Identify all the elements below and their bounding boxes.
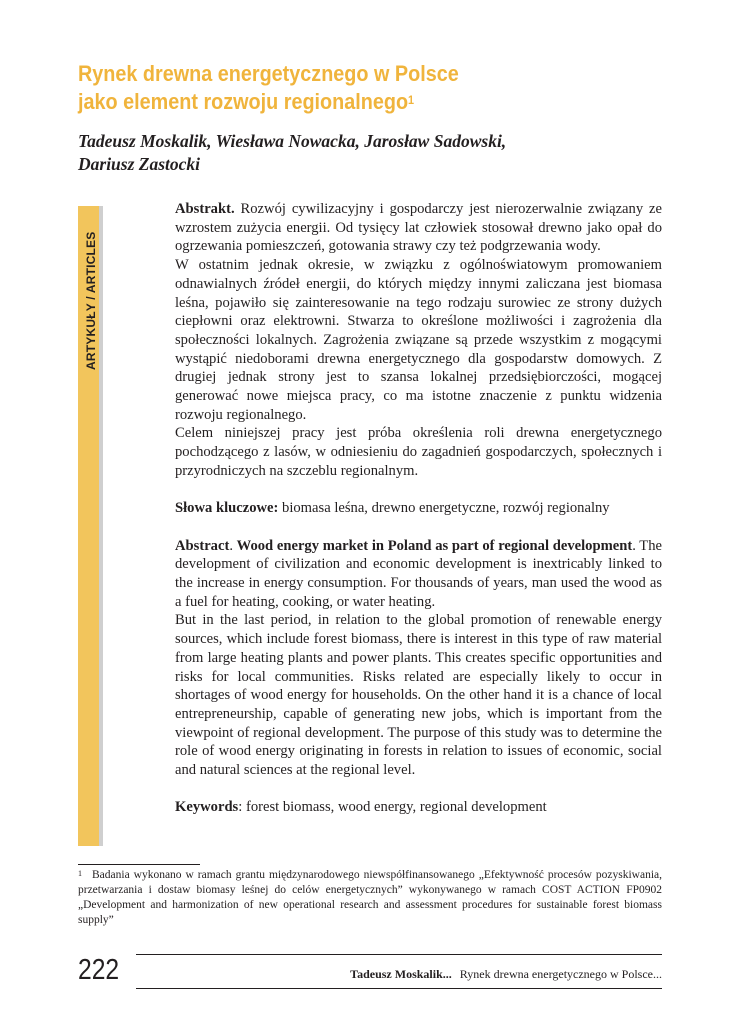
authors-line-2: Dariusz Zastocki bbox=[78, 154, 201, 174]
spacer bbox=[175, 780, 662, 799]
footnote-mark: 1 bbox=[78, 869, 82, 878]
abstract-pl-p1-text: Rozwój cywilizacyjny i gospodarczy jest nierozerwalnie związany ze wzrostem zużycia energii. Od tysięcy lat człowiek stosował drewno jako opał do ogrzewania pomieszczeń, gotowania strawy czy też podgrzewania wody. bbox=[175, 201, 662, 255]
authors-line-1: Tadeusz Moskalik, Wiesława Nowacka, Jarosław Sadowski, bbox=[78, 131, 507, 151]
running-footer-authors: Tadeusz Moskalik... bbox=[350, 967, 452, 981]
title-footnote-ref[interactable]: 1 bbox=[408, 93, 415, 107]
spacer bbox=[175, 518, 662, 537]
article-title bbox=[78, 60, 618, 116]
abstract-en-p1-text: The development of civilization and economic development is inextricably linked to the increase in energy consumption. For thousands of years, man used the wood as a fuel for heating, cooking, or water heating. bbox=[175, 537, 662, 610]
abstract-pl-paragraph-1 bbox=[175, 200, 662, 256]
footnote-text: Badania wykonano w ramach grantu międzynarodowego niewspółfinansowanego „Efektywność procesów pozyskiwania, przetwarzania i dostaw biomasy leśnej do celów energetycznych” wykonywanego w ramach COST ACTION FP0902 „Development and harmonization of new operational research and assessment procedures for sustainable forest biomass supply” bbox=[78, 869, 662, 926]
running-footer-title: Rynek drewna energetycznego w Polsce... bbox=[459, 967, 662, 981]
footer-rule-bottom bbox=[136, 988, 662, 989]
abstract-pl-paragraph-2: W ostatnim jednak okresie, w związku z ogólnoświatowym promowaniem odnawialnych źródeł energii, do których między innymi zaliczana jest biomasa leśna, pojawiło się zainteresowanie na tego rodzaju surowiec ze strony dużych ciepłowni oraz elektrowni. Stwarza to określone możliwości i zagrożenia dla społeczności lokalnych. Zagrożenia związane są przede wszystkim z mogącymi wystąpić niedoborami drewna energetycznego dla gospodarstw domowych. Z drugiej jednak strony jest to szansa lokalnej przedsiębiorczości, mogącej generować nowe miejsca pracy, co ma istotne znaczenie z punktu widzenia rozwoju regionalnego. bbox=[175, 257, 662, 423]
keywords-pl-text: biomasa leśna, drewno energetyczne, rozwój regionalny bbox=[282, 500, 610, 517]
keywords-en: Keywords: forest biomass, wood energy, regional development bbox=[175, 799, 547, 816]
footer-rule-top bbox=[136, 954, 662, 955]
abstract-en-label: Abstract bbox=[175, 537, 230, 554]
abstract-en-paragraph-2: But in the last period, in relation to the global promotion of renewable energy sources, which include forest biomass, there is interest in this type of raw material from large heating plants and power plants. This creates specific opportunities and risks for local communities. Risks related are especially likely to occur in shortages of wood energy for households. On the other hand it is a chance of local entrepreneurship, capable of generating new jobs, which is important from the viewpoint of regional development. The purpose of this study was to determine the role of wood energy originating in forests in relation to issues of economic, social and natural sciences at the regional level. bbox=[175, 612, 662, 779]
page-number: 222 bbox=[78, 954, 120, 986]
footnote-rule bbox=[78, 864, 200, 865]
abstract-en-title: Wood energy market in Poland as part of regional development bbox=[236, 537, 633, 554]
keywords-pl bbox=[175, 499, 662, 518]
running-footer bbox=[350, 967, 662, 981]
abstract-en-paragraph-1: Abstract. Wood energy market in Poland as part of regional development. The development of civilization and economic development is inextricably linked to the increase in energy consumption. For thousands of years, man used the wood as a fuel for heating, cooking, or water heating. bbox=[175, 537, 662, 610]
author-list bbox=[78, 130, 678, 176]
spacer bbox=[175, 481, 662, 500]
section-label: ARTYKUŁY / ARTICLES bbox=[84, 231, 98, 370]
keywords-pl-label: Słowa kluczowe: bbox=[175, 500, 279, 517]
title-line-2: jako element rozwoju regionalnego bbox=[78, 89, 409, 114]
abstract-pl-paragraph-3: Celem niniejszej pracy jest próba określenia roli drewna energetycznego pochodzącego z lasów, w odniesieniu do zagadnień gospodarczych, społecznych i przyrodniczych na szczeblu regionalnym. bbox=[175, 425, 662, 479]
footnote bbox=[78, 868, 662, 928]
title-line-1: Rynek drewna energetycznego w Polsce bbox=[78, 61, 459, 86]
keywords-en-label: Keywords bbox=[175, 799, 239, 816]
abstract-content bbox=[175, 200, 662, 817]
abstract-pl-label: Abstrakt. bbox=[175, 201, 235, 217]
keywords-en-text: forest biomass, wood energy, regional development bbox=[245, 799, 547, 816]
